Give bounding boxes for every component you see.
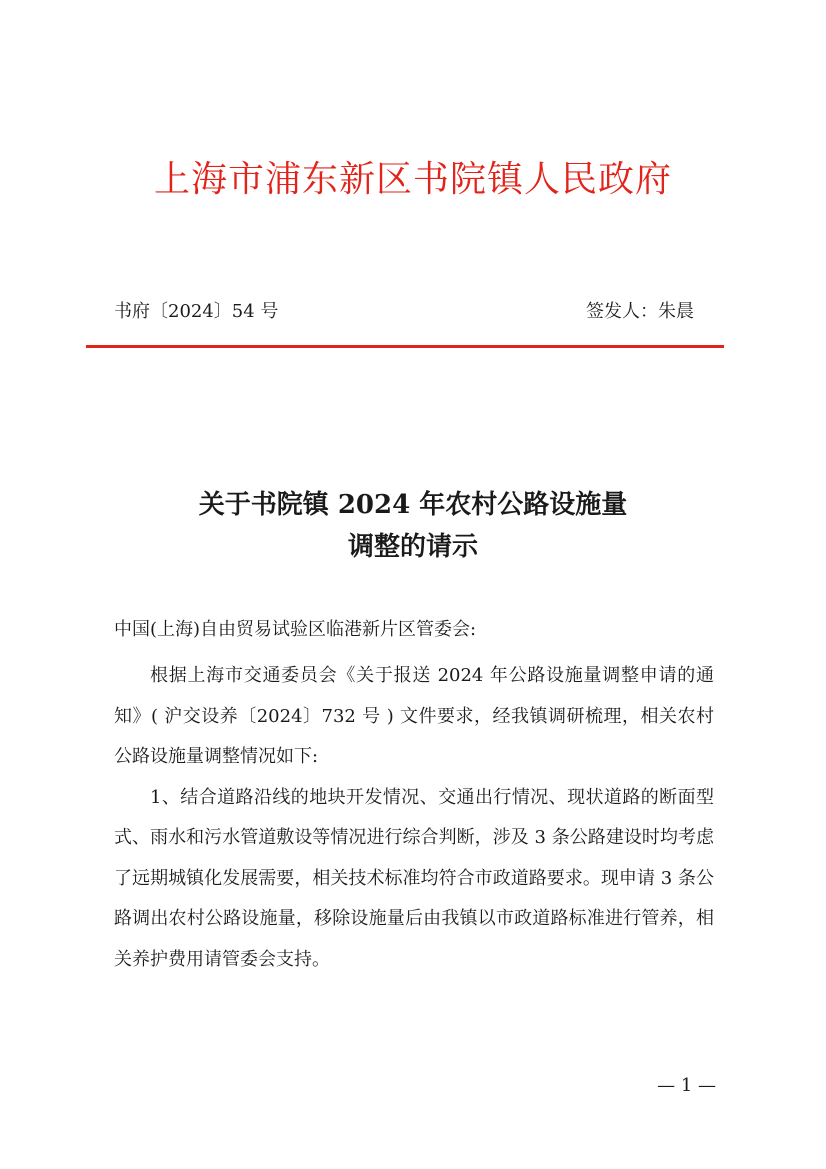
title-line-2: 调整的请示 xyxy=(347,532,478,562)
document-number: 书府〔2024〕54 号 xyxy=(114,301,279,322)
issuer-signature: 签发人：朱晨 xyxy=(586,301,694,322)
masthead-title: 上海市浦东新区书院镇人民政府 xyxy=(153,159,672,200)
red-divider-line xyxy=(86,345,724,348)
page-number: — 1 — xyxy=(657,1075,716,1096)
document-title xyxy=(0,484,826,568)
body-text xyxy=(114,656,714,980)
body-paragraph-1: 根据上海市交通委员会《关于报送 2024 年公路设施量调整申请的通知》( 沪交设养〔2024〕732 号 ) 文件要求，经我镇调研梳理，相关农村公路设施量调整情况如下: xyxy=(114,665,714,767)
salutation: 中国(上海)自由贸易试验区临港新片区管委会: xyxy=(114,619,477,640)
body-paragraph-2: 1、结合道路沿线的地块开发情况、交通出行情况、现状道路的断面型式、雨水和污水管道敷设等情况进行综合判断，涉及 3 条公路建设时均考虑了远期城镇化发展需要，相关技术标准均符合市政道路要求。现申请 3 条公路调出农村公路设施量，移除设施量后由我镇以市政道路标准进行管养，相关养护费用请管委会支持。 xyxy=(114,786,714,970)
title-line-1: 关于书院镇 2024 年农村公路设施量 xyxy=(198,490,628,520)
